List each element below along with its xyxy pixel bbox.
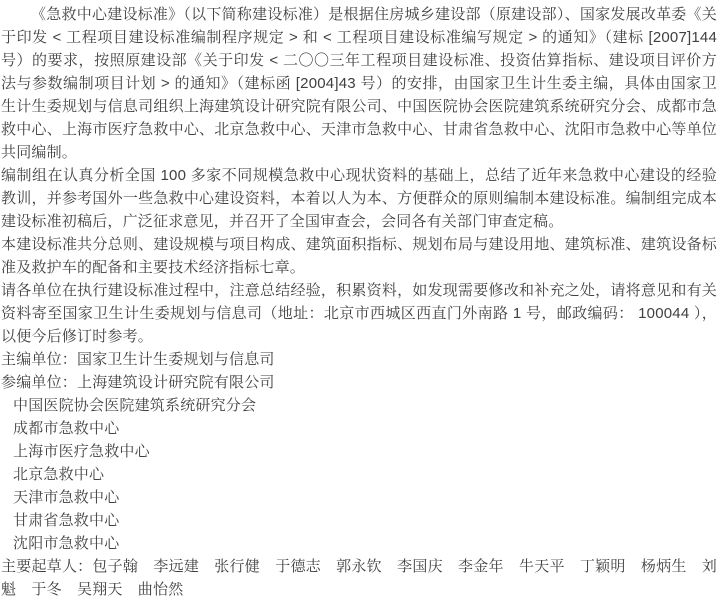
co-editor-unit: 沈阳市急救中心 bbox=[13, 535, 120, 552]
drafters-line: 主要起草人：包子翰 李远建 张行健 于德志 郭永钦 李国庆 李金年 牛天平 丁颖明 杨炳生 刘魁 于冬 吴翔天 曲怡然 bbox=[1, 558, 717, 598]
co-editor-unit: 成都市急救中心 bbox=[13, 420, 120, 437]
paragraph-drafting-process: 编制组在认真分析全国 100 多家不同规模急救中心现状资料的基础上，总结了近年来急救中心建设的经验教训，并参考国外一些急救中心建设资料，本着以人为本、方便群众的原则编制本建设标准。编制组完成本建设标准初稿后，广泛征求意见，并召开了全国审查会，会同各有关部门审查定稿。 bbox=[1, 167, 717, 230]
paragraph-feedback-address: 请各单位在执行建设标准过程中，注意总结经验，积累资料，如发现需要修改和补充之处，请将意见和有关资料寄至国家卫生计生委规划与信息司（地址：北京市西城区西直门外南路 1 号，邮政编码： 100044 ），以便今后修订时参考。 bbox=[1, 282, 717, 345]
co-editor-unit: 上海市医疗急救中心 bbox=[13, 443, 150, 460]
paragraph-chapters: 本建设标准共分总则、建设规模与项目构成、建筑面积指标、规划布局与建设用地、建筑标准、建筑设备标准及救护车的配备和主要技术经济指标七章。 bbox=[1, 236, 717, 276]
paragraph-intro: 《急救中心建设标准》（以下简称建设标准）是根据住房城乡建设部（原建设部）、国家发展改革委《关于印发 < 工程项目建设标准编制程序规定 > 和 < 工程项目建设标准编写规定 > 的通知》（建标 [2007]144 号）的要求，按照原建设部《关于印发 < 二〇〇三年工程项目建设标准、投资估算指标、建设项目评价方法与参数编制项目计划 > 的通知》（建标函 [2004]43 号）的安排，由国家卫生计生委主编，具体由国家卫生计生委规划与信息司组织上海建筑设计研究院有限公司、中国医院协会医院建筑系统研究分会、成都市急救中心、上海市医疗急救中心、北京急救中心、天津市急救中心、甘肃省急救中心、沈阳市急救中心等单位共同编制。 bbox=[1, 6, 717, 161]
co-editor-unit: 中国医院协会医院建筑系统研究分会 bbox=[13, 397, 257, 414]
co-editor-unit: 天津市急救中心 bbox=[13, 489, 120, 506]
chief-editor-line: 主编单位：国家卫生计生委规划与信息司 bbox=[1, 351, 275, 368]
co-editor-unit: 甘肃省急救中心 bbox=[13, 512, 120, 529]
co-editor-unit: 北京急救中心 bbox=[13, 466, 105, 483]
co-editor-line: 参编单位：上海建筑设计研究院有限公司 bbox=[1, 374, 275, 391]
